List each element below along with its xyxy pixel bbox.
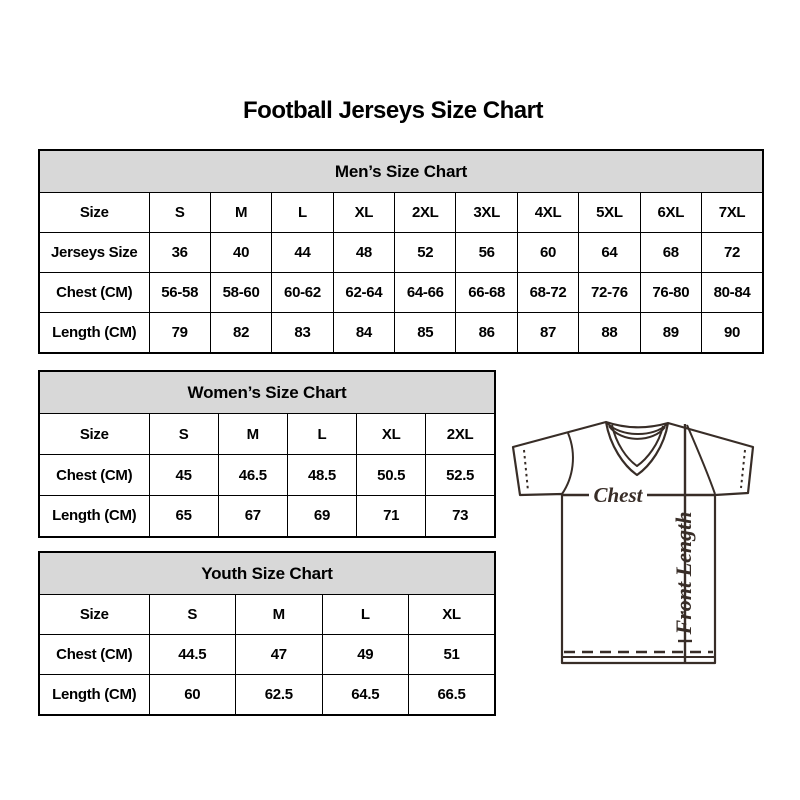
youth-size-table [38,551,496,716]
table-cell: 2XL [426,414,495,455]
front-length-label: Front Length [671,511,696,635]
table-cell: 84 [333,313,394,353]
table-cell: 85 [395,313,456,353]
table-cell: L [272,193,333,233]
row-label-cell: Size [39,595,149,635]
table-title-row [39,371,495,414]
table-cell: XL [357,414,426,455]
table-row [39,273,763,313]
table-cell: 48 [333,233,394,273]
table-cell: 87 [517,313,578,353]
table-cell: 48.5 [287,455,356,496]
table-row [39,193,763,233]
table-cell: 7XL [702,193,763,233]
row-label-cell: Chest (CM) [39,635,149,675]
table-cell: 60 [149,675,236,715]
table-cell: 88 [579,313,640,353]
table-cell: S [149,193,210,233]
table-cell: 60-62 [272,273,333,313]
table-cell: 68-72 [517,273,578,313]
table-cell: 56-58 [149,273,210,313]
table-cell: M [210,193,271,233]
row-label-cell: Length (CM) [39,496,149,537]
table-cell: 52 [395,233,456,273]
table-cell: 89 [640,313,701,353]
table-title-row [39,552,495,595]
table-cell: 62.5 [236,675,323,715]
table-cell: 2XL [395,193,456,233]
table-cell: L [322,595,409,635]
table-cell: S [149,595,236,635]
table-cell: 64.5 [322,675,409,715]
table-cell: 67 [218,496,287,537]
page-title: Football Jerseys Size Chart [243,97,543,124]
jersey-outline-shape [513,422,753,663]
table-cell: 44.5 [149,635,236,675]
table-row [39,635,495,675]
table-cell: 65 [149,496,218,537]
table-cell: 64-66 [395,273,456,313]
table-cell: 6XL [640,193,701,233]
table-cell: 86 [456,313,517,353]
table-row [39,455,495,496]
table-row [39,414,495,455]
table-cell: 50.5 [357,455,426,496]
table-row [39,595,495,635]
table-cell: 62-64 [333,273,394,313]
table-cell: 66-68 [456,273,517,313]
table-cell: 3XL [456,193,517,233]
table-cell: 73 [426,496,495,537]
table-cell: 36 [149,233,210,273]
table-cell: 69 [287,496,356,537]
table-cell: 72 [702,233,763,273]
table-cell: M [218,414,287,455]
table-cell: 40 [210,233,271,273]
table-cell: 76-80 [640,273,701,313]
table-cell: 68 [640,233,701,273]
table-cell: 79 [149,313,210,353]
row-label-cell: Chest (CM) [39,273,149,313]
table-cell: L [287,414,356,455]
chest-label: Chest [593,483,643,507]
table-row [39,675,495,715]
row-label-cell: Length (CM) [39,313,149,353]
row-label-cell: Length (CM) [39,675,149,715]
table-title-row [39,150,763,193]
table-cell: 52.5 [426,455,495,496]
table-cell: 66.5 [409,675,496,715]
row-label-cell: Size [39,193,149,233]
table-cell: 71 [357,496,426,537]
table-cell: 4XL [517,193,578,233]
table-cell: 5XL [579,193,640,233]
table-cell: 90 [702,313,763,353]
table-cell: 47 [236,635,323,675]
row-label-cell: Jerseys Size [39,233,149,273]
jersey-diagram [500,410,770,672]
mens-size-table [38,149,764,354]
table-cell: 83 [272,313,333,353]
table-cell: 51 [409,635,496,675]
table-cell: 58-60 [210,273,271,313]
table-cell: 56 [456,233,517,273]
table-title: Youth Size Chart [39,552,495,595]
table-cell: XL [333,193,394,233]
table-row [39,313,763,353]
row-label-cell: Size [39,414,149,455]
table-cell: 64 [579,233,640,273]
table-title: Men’s Size Chart [39,150,763,193]
table-cell: 45 [149,455,218,496]
table-title: Women’s Size Chart [39,371,495,414]
table-cell: 82 [210,313,271,353]
table-cell: 72-76 [579,273,640,313]
table-cell: 49 [322,635,409,675]
table-cell: 44 [272,233,333,273]
table-row [39,233,763,273]
table-cell: 60 [517,233,578,273]
table-cell: 80-84 [702,273,763,313]
table-cell: S [149,414,218,455]
table-cell: 46.5 [218,455,287,496]
table-cell: M [236,595,323,635]
table-cell: XL [409,595,496,635]
table-row [39,496,495,537]
womens-size-table [38,370,496,538]
row-label-cell: Chest (CM) [39,455,149,496]
